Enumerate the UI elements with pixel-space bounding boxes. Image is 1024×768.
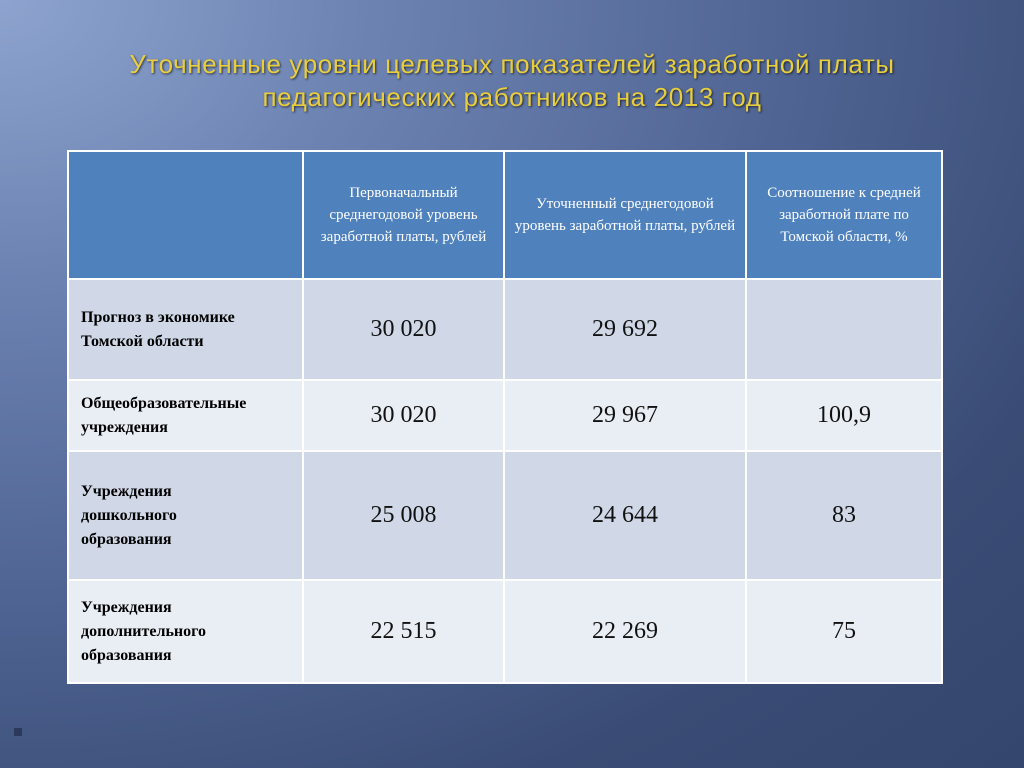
title-line-2: педагогических работников на 2013 год: [262, 82, 762, 112]
refined-value-cell: 29 967: [504, 380, 746, 451]
row-label-line: дополнительного: [81, 622, 206, 640]
initial-value-cell: 25 008: [303, 451, 504, 580]
row-label-line: Учреждения: [81, 482, 172, 500]
header-ratio: Соотношение к средней заработной плате по Томской области, %: [746, 151, 942, 279]
row-label-line: учреждения: [81, 418, 168, 436]
initial-value-cell: 22 515: [303, 580, 504, 683]
row-label: [68, 451, 303, 580]
ratio-value-cell: 100,9: [746, 380, 942, 451]
row-label-line: образования: [81, 646, 172, 664]
table-row: [68, 380, 942, 451]
table-row: [68, 580, 942, 683]
row-label: [68, 580, 303, 683]
initial-value-cell: 30 020: [303, 380, 504, 451]
refined-value-cell: 22 269: [504, 580, 746, 683]
row-label-line: Томской области: [81, 332, 204, 350]
ratio-value-cell: 83: [746, 451, 942, 580]
table-row: [68, 451, 942, 580]
header-refined-level: Уточненный среднегодовой уровень заработной платы, рублей: [504, 151, 746, 279]
row-label-line: Прогноз в экономике: [81, 308, 235, 326]
initial-value-cell: 30 020: [303, 279, 504, 380]
slide-bullet-marker: [14, 728, 22, 736]
slide-title: [60, 48, 964, 114]
ratio-value-cell: 75: [746, 580, 942, 683]
ratio-value-cell: [746, 279, 942, 380]
refined-value-cell: 29 692: [504, 279, 746, 380]
row-label-line: Учреждения: [81, 598, 172, 616]
row-label: [68, 380, 303, 451]
row-label-line: Общеобразовательные: [81, 394, 247, 412]
salary-table: [67, 150, 943, 684]
header-empty-cell: [68, 151, 303, 279]
table-header-row: [68, 151, 942, 279]
row-label: [68, 279, 303, 380]
row-label-line: дошкольного: [81, 506, 177, 524]
header-initial-level: Первоначальный среднегодовой уровень заработной платы, рублей: [303, 151, 504, 279]
table-row: [68, 279, 942, 380]
row-label-line: образования: [81, 530, 172, 548]
refined-value-cell: 24 644: [504, 451, 746, 580]
title-line-1: Уточненные уровни целевых показателей заработной платы: [129, 49, 895, 79]
